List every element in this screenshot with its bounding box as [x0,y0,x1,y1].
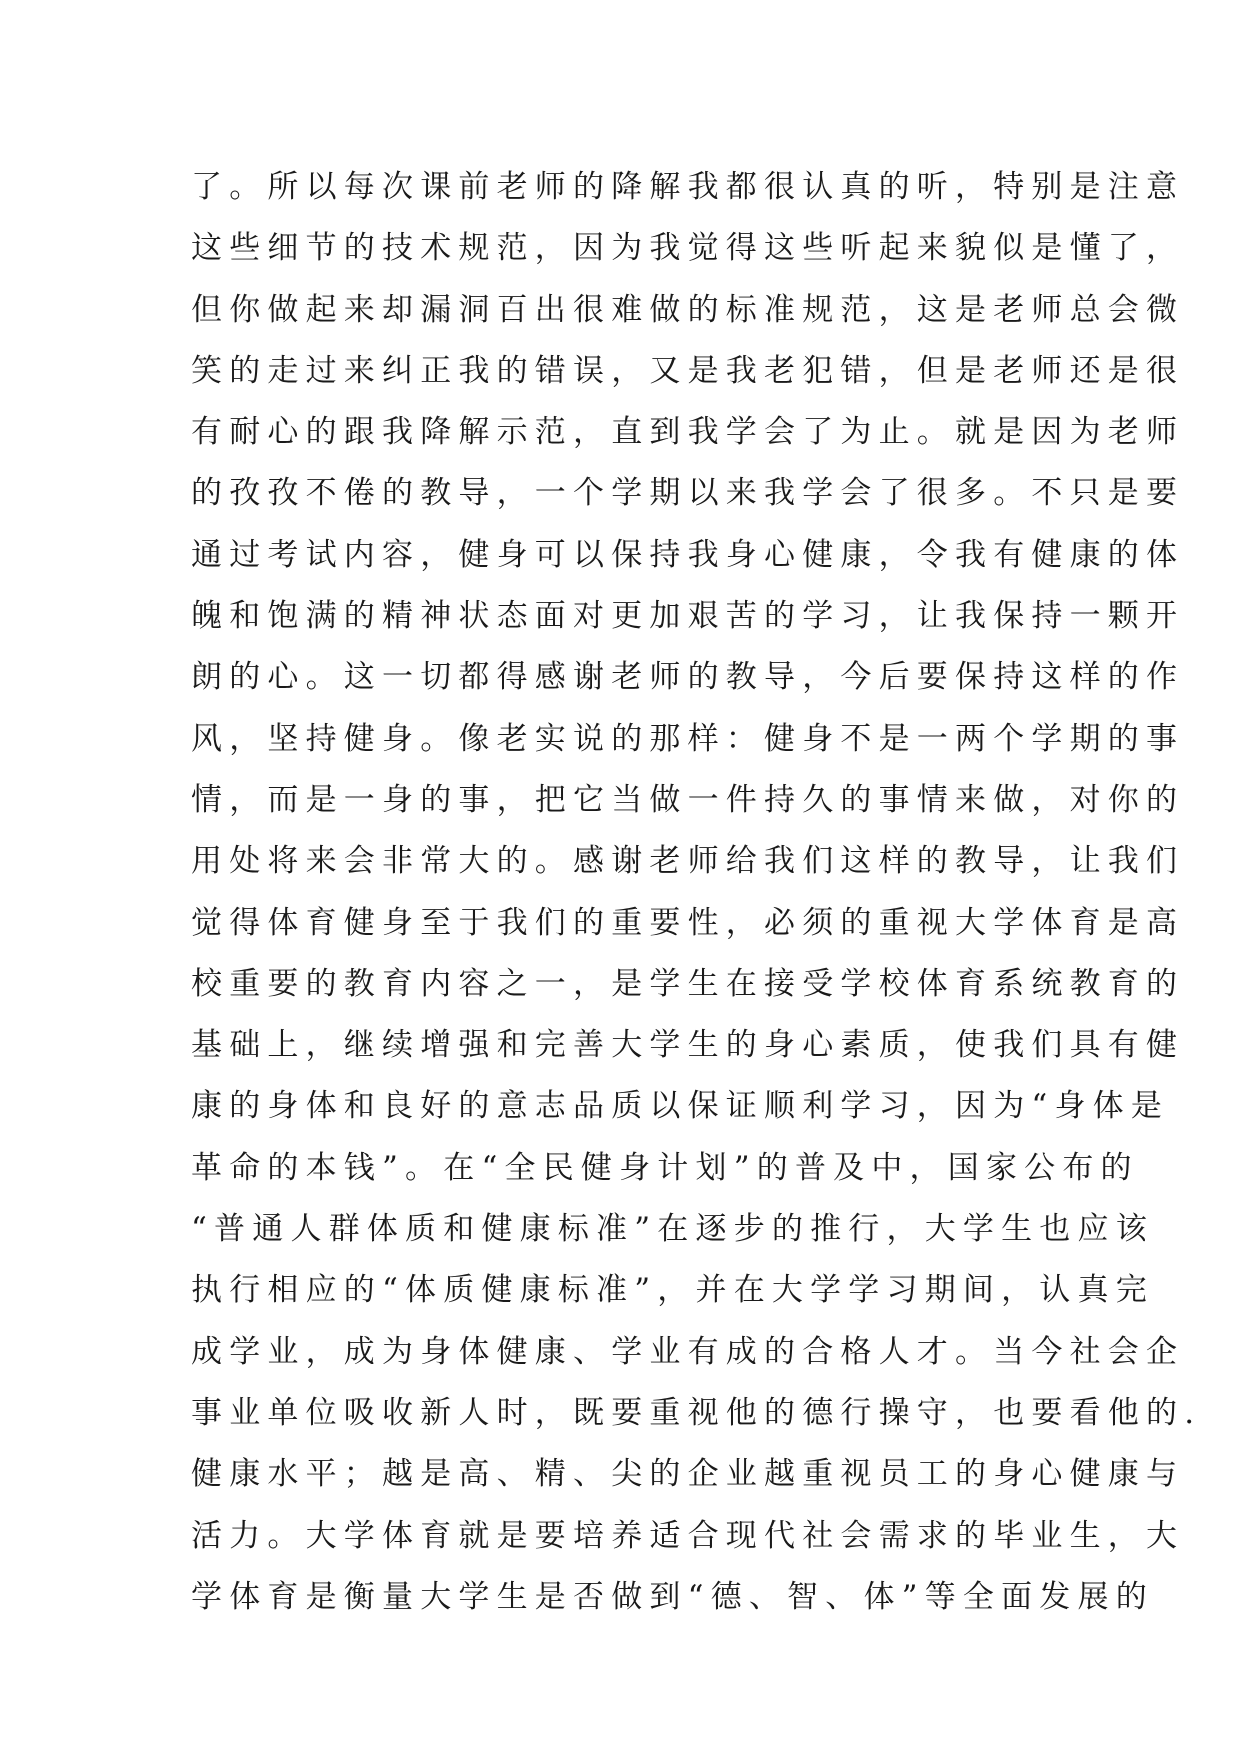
text-line: 觉得体育健身至于我们的重要性，必须的重视大学体育是高 [191,904,1185,941]
body-text [191,157,1202,1628]
text-line: 执行相应的“体质健康标准”，并在大学学习期间，认真完 [191,1272,1154,1309]
text-line: 健康水平；越是高、精、尖的企业越重视员工的身心健康与 [191,1456,1185,1493]
text-line: 魄和饱满的精神状态面对更加艰苦的学习，让我保持一颗开 [191,598,1185,635]
text-line: 活力。大学体育就是要培养适合现代社会需求的毕业生，大 [191,1517,1185,1554]
text-line: 有耐心的跟我降解示范，直到我学会了为止。就是因为老师 [191,414,1185,451]
text-line: 成学业，成为身体健康、学业有成的合格人才。当今社会企 [191,1333,1185,1370]
text-line: 康的身体和良好的意志品质以保证顺利学习，因为“身体是 [191,1088,1170,1125]
text-line: 朗的心。这一切都得感谢老师的教导，今后要保持这样的作 [191,659,1185,696]
text-line: 但你做起来却漏洞百出很难做的标准规范，这是老师总会微 [191,291,1185,328]
text-line: 了。所以每次课前老师的降解我都很认真的听，特别是注意 [191,169,1185,205]
text-line: 基础上，继续增强和完善大学生的身心素质，使我们具有健 [191,1027,1185,1064]
text-line: 这些细节的技术规范，因为我觉得这些听起来貌似是懂了， [191,230,1185,267]
text-line: 用处将来会非常大的。感谢老师给我们这样的教导，让我们 [191,843,1185,880]
text-line: 情，而是一身的事，把它当做一件持久的事情来做，对你的 [191,781,1185,818]
text-line: 风，坚持健身。像老实说的那样：健身不是一两个学期的事 [191,720,1185,757]
text-line: 笑的走过来纠正我的错误，又是我老犯错，但是老师还是很 [191,352,1185,389]
text-line: 的孜孜不倦的教导，一个学期以来我学会了很多。不只是要 [191,475,1185,512]
text-line: 革命的本钱”。在“全民健身计划”的普及中，国家公布的 [191,1149,1139,1186]
text-line: 通过考试内容，健身可以保持我身心健康，令我有健康的体 [191,536,1185,573]
text-line: 事业单位吸收新人时，既要重视他的德行操守，也要看他的. [191,1394,1202,1431]
text-line: 校重要的教育内容之一，是学生在接受学校体育系统教育的 [191,965,1185,1002]
text-line: “普通人群体质和健康标准”在逐步的推行，大学生也应该 [191,1211,1154,1248]
text-line: 学体育是衡量大学生是否做到“德、智、体”等全面发展的 [191,1578,1154,1615]
